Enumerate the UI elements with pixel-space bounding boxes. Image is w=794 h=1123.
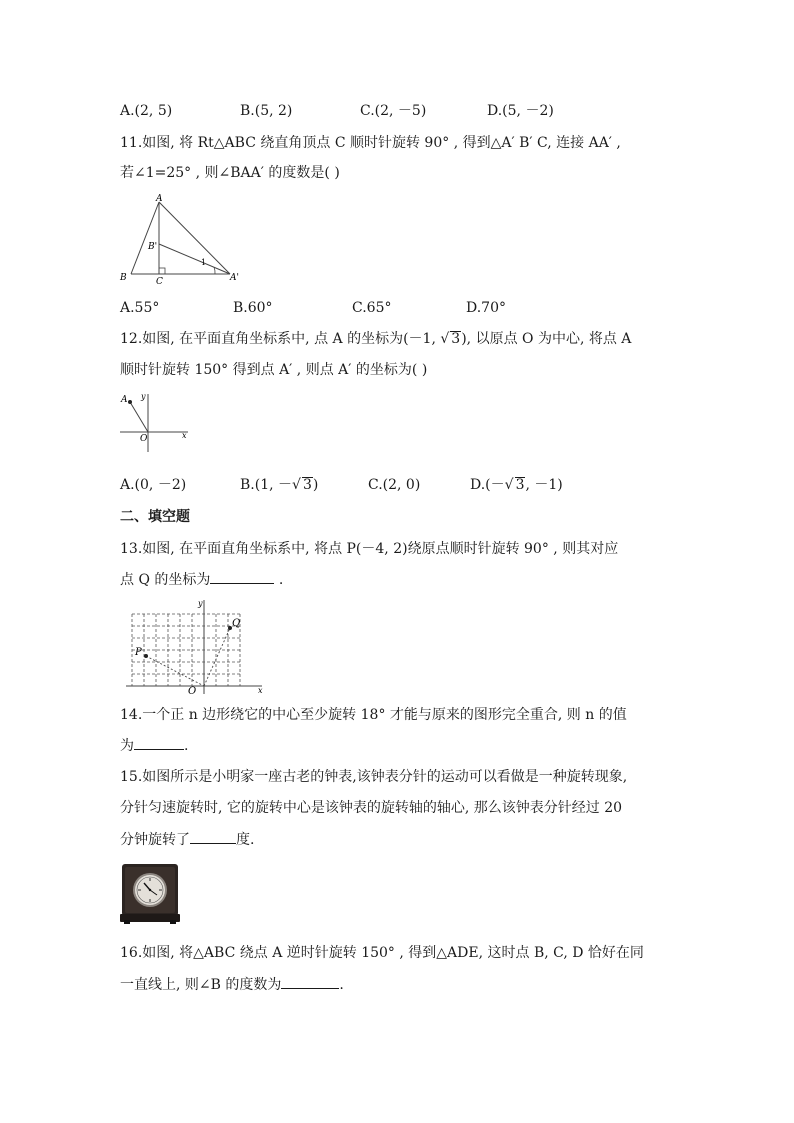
q15-text-pre: 分钟旋转了 — [120, 832, 190, 848]
q13-label-q: Q — [232, 618, 241, 629]
sqrt-sign-icon: √ — [292, 477, 301, 493]
q12-label-y: y — [141, 392, 146, 401]
sqrt-sign-icon: √ — [504, 477, 514, 493]
q12-option-b-pre: B.(1, － — [240, 477, 293, 493]
q10-option-d: D.(5, －2) — [487, 103, 554, 119]
q16-text-line2 — [120, 974, 344, 995]
q10-option-a: A.(2, 5) — [120, 103, 173, 119]
q13-label-p: P — [135, 647, 142, 658]
q15-text-line2: 分针匀速旋转时, 它的旋转中心是该钟表的旋转轴的轴心, 那么该钟表分针经过 20 — [120, 800, 623, 816]
q12-option-d — [470, 475, 563, 495]
q12-option-b-post: ) — [312, 477, 319, 493]
q12-option-d-radicand: 3 — [515, 477, 525, 493]
q14-text-pre: 为 — [120, 738, 134, 754]
q13-answer-blank — [210, 569, 274, 584]
q11-option-b: B.60° — [233, 300, 273, 316]
q12-label-o: O — [140, 434, 148, 444]
q16-text-pre: 一直线上, 则∠B 的度数为 — [120, 977, 282, 993]
q12-option-a: A.(0, －2) — [120, 477, 187, 493]
q12-option-d-post: , －1) — [525, 477, 563, 493]
q12-option-b — [240, 475, 318, 495]
q16-text-post: . — [339, 977, 344, 993]
q11-triangle-figure — [118, 192, 248, 284]
q12-text-post: ), 以原点 O 为中心, 将点 A — [461, 331, 632, 347]
q12-coordinate-figure — [118, 390, 192, 454]
q15-answer-blank — [190, 829, 236, 844]
q13-label-x: x — [258, 686, 263, 695]
sqrt-sign-icon: √ — [440, 331, 450, 347]
q11-text-line2: 若∠1=25° , 则∠BAA′ 的度数是( ) — [120, 165, 340, 181]
q16-answer-blank — [281, 974, 339, 989]
q13-label-o: O — [188, 686, 197, 696]
q11-label-a: A — [156, 194, 163, 204]
q12-option-d-pre: D.(－ — [470, 477, 505, 493]
q13-text-post: . — [274, 572, 284, 588]
q12-option-b-radicand: 3 — [302, 477, 312, 493]
q11-label-c: C — [156, 277, 163, 284]
q12-text-line2: 顺时针旋转 150° 得到点 A′ , 则点 A′ 的坐标为( ) — [120, 362, 428, 378]
clock-image — [120, 862, 180, 924]
q10-option-b: B.(5, 2) — [240, 103, 293, 119]
q13-grid-figure — [122, 598, 268, 696]
q11-text-line1: 11.如图, 将 Rt△ABC 绕直角顶点 C 顺时针旋转 90° , 得到△A′ B′ C, 连接 AA′ , — [120, 135, 621, 151]
q11-option-d: D.70° — [466, 300, 506, 316]
q14-answer-blank — [134, 735, 184, 750]
q11-label-b: B — [120, 273, 127, 283]
q12-label-x: x — [182, 431, 187, 440]
q13-text-line2 — [120, 569, 283, 590]
q11-option-c: C.65° — [352, 300, 392, 316]
q15-text-line3 — [120, 829, 254, 850]
q13-text-line1: 13.如图, 在平面直角坐标系中, 将点 P(－4, 2)绕原点顺时针旋转 90° , 则其对应 — [120, 541, 619, 557]
q11-label-b-prime: B' — [148, 242, 158, 252]
q15-text-line1: 15.如图所示是小明家一座古老的钟表,该钟表分针的运动可以看做是一种旋转现象, — [120, 769, 628, 785]
q13-text-pre: 点 Q 的坐标为 — [120, 572, 211, 588]
q13-label-y: y — [198, 599, 203, 608]
q14-text-line2 — [120, 735, 188, 756]
q14-text-line1: 14.一个正 n 边形绕它的中心至少旋转 18° 才能与原来的图形完全重合, 则 n 的值 — [120, 707, 627, 723]
q12-label-a: A — [121, 395, 128, 405]
q11-option-a: A.55° — [120, 300, 160, 316]
q11-label-angle-1: 1 — [201, 258, 207, 267]
section-heading: 二、填空题 — [120, 509, 190, 525]
q16-text-line1: 16.如图, 将△ABC 绕点 A 逆时针旋转 150° , 得到△ADE, 这时点 B, C, D 恰好在同 — [120, 945, 644, 961]
q15-text-post: 度. — [236, 832, 255, 848]
q14-text-post: . — [184, 738, 189, 754]
q12-radicand: 3 — [451, 331, 461, 347]
q12-text-line1 — [120, 329, 631, 349]
q11-label-a-prime: A' — [230, 273, 239, 283]
q10-option-c: C.(2, －5) — [360, 103, 427, 119]
q12-option-c: C.(2, 0) — [368, 477, 421, 493]
q12-text-pre: 12.如图, 在平面直角坐标系中, 点 A 的坐标为(－1, — [120, 331, 441, 347]
